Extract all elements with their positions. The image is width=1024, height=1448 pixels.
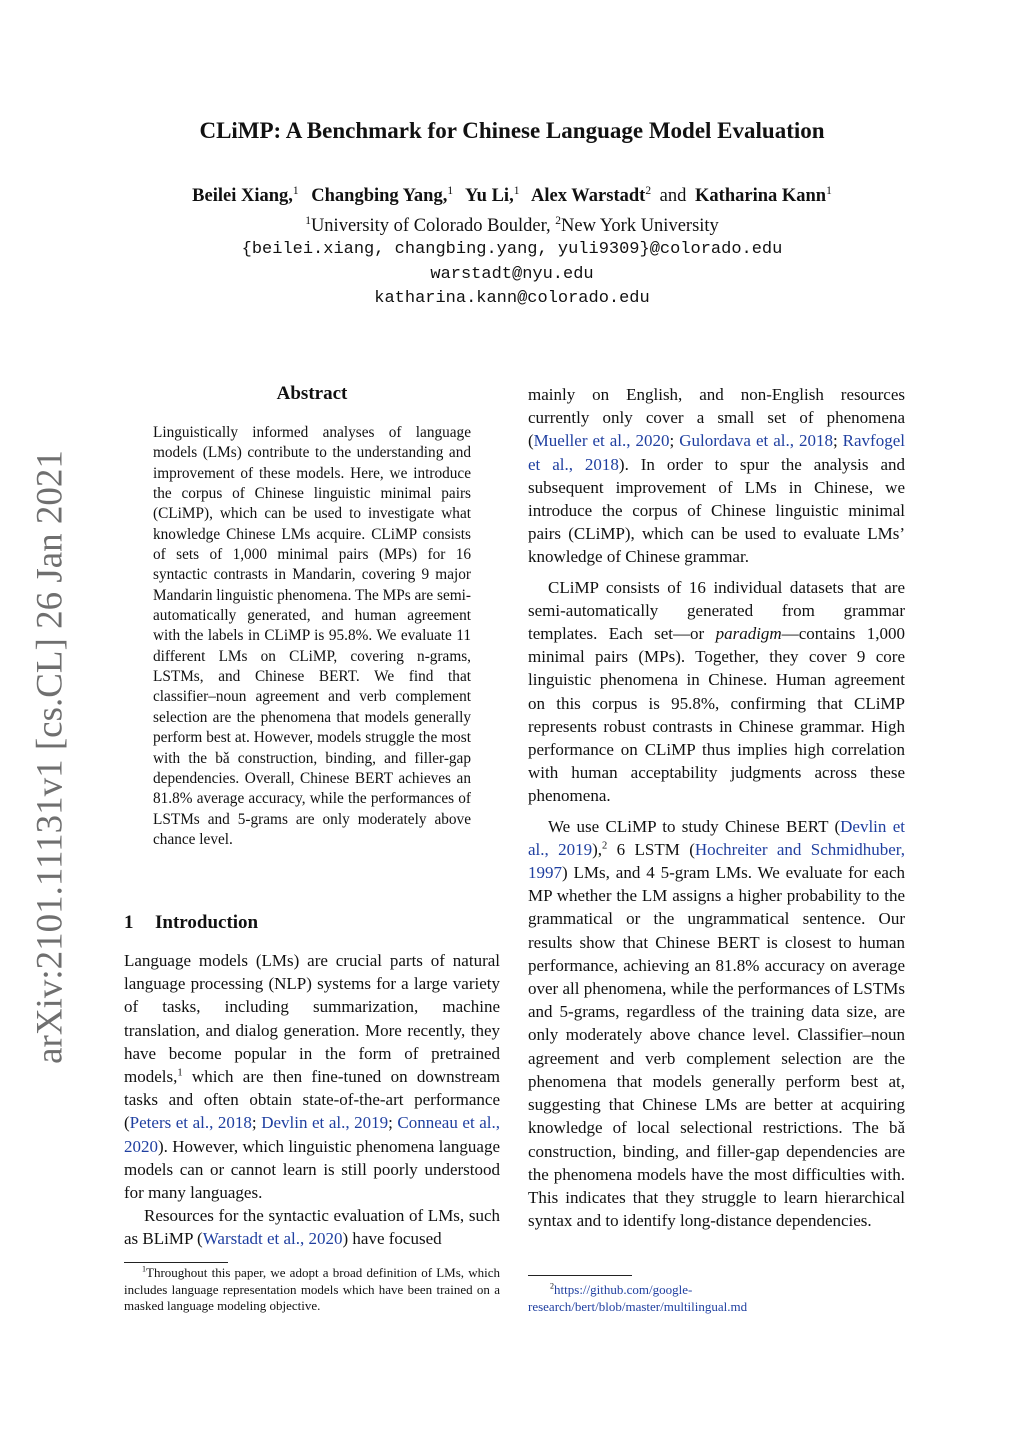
paper-title: CLiMP: A Benchmark for Chinese Language Model Evaluation (199, 118, 825, 143)
paragraph: We use CLiMP to study Chinese BERT (Devlin et al., 2019),$^2$ 6 LSTM (Hochreiter and Schmidhuber, 1997) LMs, and 4 5-gram LMs. We evaluate for each MP whether the LM assigns a higher probability to the grammatical or the ungrammatical sentence. Our results show that Chinese BERT is closest to human performance, achieving an 81.8% accuracy on average over all phenomena, while the performances of LSTMs and 5-grams, regardless of the training data size, are only moderately above chance level. Classifier–noun agreement and verb complement selection are the phenomena that models generally perform best at, suggesting that Chinese LMs are better at acquiring knowledge of local selectional restrictions. The bǎ construction, binding, and filler-gap dependencies are the phenomena models have the most difficulties with. This indicates that they struggle to learn hierarchical syntax and to identify long-distance dependencies. (528, 816, 906, 1231)
section-heading-introduction: 1 Introduction (124, 912, 259, 933)
citation-link[interactable]: Mueller et al., 2020 (533, 431, 670, 451)
citation-link[interactable]: Hochreiter and Schmidhuber, 1997 (528, 839, 906, 883)
arxiv-stamp (29, 450, 71, 1064)
author-name: Katharina Kann$^1$ (695, 184, 832, 206)
citation-link[interactable]: Devlin et al., 2019 (261, 1113, 389, 1133)
author-name: Beilei Xiang,$^1$ (192, 184, 299, 206)
footnote-marker[interactable]: 2 (602, 840, 608, 852)
author-name: Alex Warstadt$^2$ (531, 184, 652, 206)
footnote-rule (124, 1262, 228, 1263)
citation-link[interactable]: Peters et al., 2018 (129, 1113, 252, 1133)
email-line: {beilei.xiang, changbing.yang, yuli9309}@colorado.edu (241, 240, 783, 259)
footnote-2: $^2$https://github.com/google-research/bert/blob/master/multilingual.md (528, 1281, 748, 1314)
abstract-heading: Abstract (276, 383, 348, 404)
footnote-1: $^1$Throughout this paper, we adopt a broad definition of LMs, which includes language representation models which have been trained on a masked language modeling objective. (124, 1264, 500, 1313)
paragraph: CLiMP consists of 16 individual datasets that are semi-automatically generated from grammar templates. Each set—or paradigm—contains 1,000 minimal pairs (MPs). Together, they cover 9 core linguistic phenomena in Chinese. Human agreement on this corpus is 95.8%, confirming that CLiMP represents robust contrasts in Chinese grammar. High performance on CLiMP thus implies high correlation with human acceptability judgments across these phenomena. (528, 577, 905, 806)
abstract-text: Linguistically informed analyses of language models (LMs) contribute to the understanding and improvement of these models. Here, we introduce the corpus of Chinese linguistic minimal pairs (CLiMP), which can be used to investigate what knowledge Chinese LMs acquire. CLiMP consists of sets of 1,000 minimal pairs (MPs) for 16 syntactic contrasts in Mandarin, covering 9 major Mandarin linguistic phenomena. The MPs are semi-automatically generated, and human agreement with the labels in CLiMP is 95.8%. We evaluate 11 different LMs on CLiMP, covering n-grams, LSTMs, and Chinese BERT. We find that classifier–noun agreement and verb complement selection are the phenomena that models generally perform best at. However, models struggle the most with the bǎ construction, binding, and filler-gap dependencies. Overall, Chinese BERT achieves an 81.8% average accuracy, while the performances of LSTMs and 5-grams are only moderately above chance level. (153, 424, 471, 848)
abstract-body (153, 423, 471, 850)
footnote-rule (528, 1275, 632, 1276)
citation-link[interactable]: Ravfogel et al., 2018 (528, 431, 905, 474)
paragraph: Resources for the syntactic evaluation of LMs, such as BLiMP (Warstadt et al., 2020) have focused (124, 1206, 500, 1249)
email-line: warstadt@nyu.edu (430, 265, 594, 284)
author-name: Yu Li,$^1$ (465, 184, 520, 206)
introduction-body (124, 949, 500, 1251)
footnote-marker[interactable]: 1 (177, 1067, 183, 1079)
citation-link[interactable]: Warstadt et al., 2020 (202, 1229, 343, 1249)
author-name: Changbing Yang,$^1$ (311, 184, 454, 206)
citation-link[interactable]: Conneau et al., 2020 (124, 1113, 500, 1156)
footnote-url-link[interactable]: https://github.com/google-research/bert/blob/master/multilingual.md (528, 1282, 748, 1314)
author-list (0, 186, 1024, 207)
email-line: katharina.kann@colorado.edu (374, 289, 650, 308)
citation-link[interactable]: Gulordava et al., 2018 (679, 431, 833, 451)
author-conjunction: and (659, 186, 687, 206)
paragraph: mainly on English, and non-English resources currently only cover a small set of phenomena (Mueller et al., 2020; Gulordava et al., 2018; Ravfogel et al., 2018). In order to spur the analysis and subsequent improvement of LMs in Chinese, we introduce the corpus of Chinese linguistic minimal pairs (CLiMP), which can be used to evaluate LMs’ knowledge of Chinese grammar. (528, 385, 905, 567)
paragraph: Language models (LMs) are crucial parts of natural language processing (NLP) systems for a large variety of tasks, including summarization, machine translation, and dialog generation. More recently, they have become popular in the form of pretrained models,$^1$ which are then fine-tuned on downstream tasks and often obtain state-of-the-art performance (Peters et al., 2018; Devlin et al., 2019; Conneau et al., 2020). However, which linguistic phenomena language models can or cannot learn is still poorly understood for many languages. (124, 951, 500, 1203)
citation-link[interactable]: Devlin et al., 2019 (528, 816, 905, 859)
introduction-body-right (528, 383, 905, 1232)
affiliations: $^1$University of Colorado Boulder, $^2$New York University (305, 214, 719, 236)
arxiv-stamp-text: arXiv:2101.11131v1 [cs.CL] 26 Jan 2021 (29, 450, 71, 1064)
